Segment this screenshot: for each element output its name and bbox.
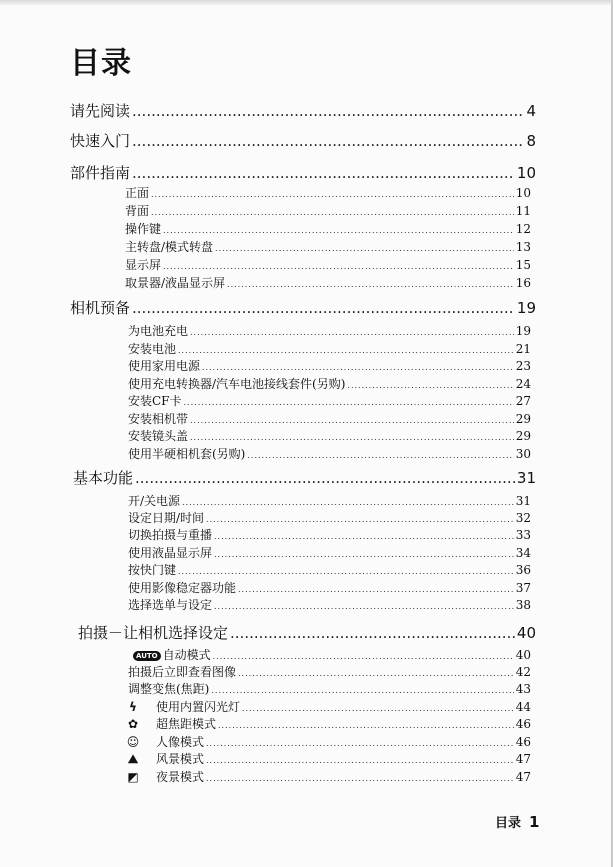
dot-leader [206, 515, 514, 524]
dot-leader [163, 226, 514, 235]
toc-entry[interactable] [128, 680, 531, 697]
toc-entry[interactable] [128, 544, 531, 561]
toc-section[interactable] [70, 130, 536, 151]
toc-page-number: 37 [515, 581, 531, 595]
toc-page-number: 40 [515, 648, 531, 662]
dot-leader [214, 550, 514, 559]
toc-entry[interactable] [128, 340, 531, 357]
toc-page-number: 16 [515, 276, 531, 290]
toc-entry[interactable] [128, 492, 531, 509]
dot-leader [211, 686, 513, 695]
toc-label [128, 375, 345, 392]
toc-label [125, 274, 225, 291]
toc-label-text: 切换拍摄与重播 [128, 528, 213, 542]
toc-label-text: 拍摄后立即查看图像 [128, 665, 237, 679]
toc-label-text: 相机预备 [70, 299, 131, 317]
toc-label-text: 夜景模式 [156, 770, 205, 784]
toc-page-number: 46 [515, 717, 531, 731]
toc-section[interactable] [73, 467, 536, 488]
toc-page-number: 19 [516, 299, 536, 317]
toc-label [128, 680, 209, 697]
dot-leader [190, 328, 514, 337]
toc-entry[interactable] [126, 698, 531, 715]
toc-page-number: 12 [515, 222, 531, 236]
toc-page-number: 24 [515, 377, 531, 391]
dot-leader [178, 346, 514, 355]
dot-leader [238, 585, 514, 594]
toc-entry[interactable] [128, 596, 531, 613]
toc-page-number: 13 [515, 240, 531, 254]
toc-label [126, 715, 216, 732]
toc-entry[interactable] [125, 238, 531, 255]
toc-page-number: 43 [515, 682, 531, 696]
toc-section[interactable] [70, 162, 536, 183]
dot-leader [206, 756, 514, 765]
dot-leader [238, 669, 514, 678]
dot-leader [132, 132, 524, 150]
toc-page-number: 38 [515, 598, 531, 612]
dot-leader [242, 704, 514, 713]
toc-label-text: 取景器/液晶显示屏 [125, 276, 226, 290]
toc-page-number: 27 [515, 394, 531, 408]
toc-label [128, 526, 212, 543]
toc-label-text: 设定日期/时间 [128, 511, 205, 525]
dot-leader [202, 363, 514, 372]
toc-entry[interactable] [128, 375, 531, 392]
toc-entry[interactable] [126, 715, 531, 732]
toc-label-text: 风景模式 [156, 752, 205, 766]
toc-label-text: 拍摄－让相机选择设定 [78, 624, 229, 642]
dot-leader [163, 262, 514, 271]
toc-label-text: 操作键 [125, 222, 162, 236]
toc-label-text: 安装相机带 [128, 412, 189, 426]
toc-entry[interactable] [128, 509, 531, 526]
toc-label-text: 使用充电转换器/汽车电池接线套件(另购) [128, 377, 346, 391]
toc-label-text: 安装电池 [128, 342, 177, 356]
toc-entry[interactable] [126, 768, 531, 785]
toc-page-number: 30 [515, 447, 531, 461]
night-scene-mode-icon: ◩ [127, 770, 139, 784]
toc-page-number: 8 [526, 132, 536, 150]
toc-page-number: 34 [515, 546, 531, 560]
toc-page-number: 32 [515, 511, 531, 525]
toc-label-text: 正面 [125, 186, 150, 200]
toc-entry[interactable] [128, 561, 531, 578]
toc-page-number: 36 [515, 563, 531, 577]
toc-label-text: 快速入门 [70, 132, 131, 150]
toc-label-text: 请先阅读 [70, 102, 131, 120]
toc-label-text: 使用液晶显示屏 [128, 546, 213, 560]
toc-entry[interactable] [128, 526, 531, 543]
toc-label-text: 为电池充电 [128, 324, 189, 338]
toc-label [126, 768, 204, 785]
toc-label [128, 509, 204, 526]
dot-leader [215, 244, 514, 253]
toc-page-number: 47 [515, 752, 531, 766]
toc-page-number: 10 [516, 164, 536, 182]
toc-entry[interactable] [125, 184, 531, 201]
toc-label [70, 130, 130, 151]
toc-entry[interactable] [125, 274, 531, 291]
toc-page-number: 10 [515, 186, 531, 200]
toc-label-text: 背面 [125, 204, 150, 218]
portrait-mode-icon: ☺ [126, 735, 140, 749]
dot-leader [214, 602, 514, 611]
toc-page-number: 11 [515, 204, 531, 218]
landscape-mode-icon: ⛰ [127, 752, 139, 766]
macro-mode-icon: ✿ [127, 717, 139, 731]
toc-label-text: 超焦距模式 [156, 717, 217, 731]
toc-label-text: 按快门键 [128, 563, 177, 577]
toc-entry[interactable] [126, 733, 531, 750]
toc-label [128, 392, 182, 409]
toc-label-text: 显示屏 [125, 258, 162, 272]
dot-leader [347, 381, 513, 390]
toc-label [78, 622, 228, 643]
toc-entry[interactable] [128, 579, 531, 596]
dot-leader [206, 774, 514, 783]
toc-entry[interactable] [125, 202, 531, 219]
toc-label [133, 646, 211, 663]
toc-entry[interactable] [125, 256, 531, 273]
toc-entry[interactable] [128, 410, 531, 427]
toc-label [128, 322, 188, 339]
toc-label [126, 698, 240, 715]
dot-leader [213, 652, 514, 661]
toc-label-text: 使用内置闪光灯 [156, 700, 241, 714]
toc-label-text: 部件指南 [70, 164, 131, 182]
toc-label-text: 调整变焦(焦距) [128, 682, 210, 696]
toc-label [128, 596, 212, 613]
toc-label-text: 人像模式 [156, 735, 205, 749]
toc-entry[interactable] [126, 750, 531, 767]
toc-page-number: 31 [515, 494, 531, 508]
dot-leader [190, 433, 514, 442]
toc-label [70, 297, 130, 318]
toc-page-number: 42 [515, 665, 531, 679]
dot-leader [151, 208, 514, 217]
toc-entry[interactable] [128, 663, 531, 680]
toc-label-text: 基本功能 [73, 469, 134, 487]
dot-leader [132, 164, 515, 182]
toc-label [125, 202, 149, 219]
toc-label [70, 100, 130, 121]
toc-entry[interactable] [128, 392, 531, 409]
toc-entry[interactable] [128, 357, 531, 374]
dot-leader [227, 280, 514, 289]
toc-label [128, 445, 245, 462]
toc-label [128, 663, 236, 680]
top-shadow [0, 0, 613, 6]
toc-page-number: 29 [515, 412, 531, 426]
toc-label [125, 256, 161, 273]
toc-label-text: 使用影像稳定器功能 [128, 581, 237, 595]
toc-page-number: 44 [515, 700, 531, 714]
toc-label-text: 使用半硬相机套(另购) [128, 447, 246, 461]
toc-label [128, 340, 176, 357]
toc-label-text: 安装镜头盖 [128, 429, 189, 443]
toc-entry[interactable] [128, 445, 531, 462]
toc-label [126, 750, 204, 767]
toc-page-number: 31 [516, 469, 536, 487]
toc-entry[interactable] [128, 322, 531, 339]
toc-page-number: 29 [515, 429, 531, 443]
dot-leader [190, 416, 514, 425]
dot-leader [230, 624, 515, 642]
toc-label [128, 544, 212, 561]
toc-label [125, 238, 213, 255]
footer-page-number: 1 [529, 813, 540, 831]
toc-section[interactable] [70, 297, 536, 318]
toc-page-number: 33 [515, 528, 531, 542]
toc-label [128, 427, 188, 444]
toc-label [126, 733, 204, 750]
footer-label: 目录 [495, 816, 522, 831]
toc-label [128, 561, 176, 578]
dot-leader [132, 299, 515, 317]
dot-leader [178, 567, 514, 576]
dot-leader [135, 469, 515, 487]
toc-entry[interactable] [133, 646, 531, 663]
dot-leader [132, 102, 524, 120]
toc-page-number: 4 [526, 102, 536, 120]
toc-entry[interactable] [128, 427, 531, 444]
dot-leader [184, 398, 514, 407]
toc-section[interactable] [78, 622, 536, 643]
toc-page-number: 19 [515, 324, 531, 338]
toc-page-number: 47 [515, 770, 531, 784]
toc-page-number: 46 [515, 735, 531, 749]
toc-label [125, 220, 161, 237]
dot-leader [247, 451, 513, 460]
toc-section[interactable] [70, 100, 536, 121]
toc-label-text: 自动模式 [162, 648, 211, 662]
toc-page-number: 15 [515, 258, 531, 272]
dot-leader [218, 721, 514, 730]
dot-leader [182, 498, 514, 507]
toc-label [128, 579, 236, 596]
toc-label [70, 162, 130, 183]
toc-label-text: 安装CF卡 [128, 394, 182, 408]
toc-entry[interactable] [125, 220, 531, 237]
page-footer [495, 812, 539, 831]
auto-mode-icon: AUTO [133, 651, 161, 661]
toc-page-number: 21 [515, 342, 531, 356]
dot-leader [151, 190, 514, 199]
toc-label [125, 184, 149, 201]
toc-page-number: 40 [516, 624, 536, 642]
dot-leader [214, 532, 514, 541]
toc-label [128, 357, 200, 374]
toc-label [128, 410, 188, 427]
toc-label-text: 主转盘/模式转盘 [125, 240, 214, 254]
toc-label-text: 开/关电源 [128, 494, 181, 508]
dot-leader [206, 739, 514, 748]
toc-label-text: 使用家用电源 [128, 359, 201, 373]
page-title: 目录 [70, 46, 132, 81]
toc-label [128, 492, 180, 509]
flash-icon: ϟ [129, 700, 137, 714]
toc-page-number: 23 [515, 359, 531, 373]
toc-label-text: 选择选单与设定 [128, 598, 213, 612]
toc-label [73, 467, 133, 488]
